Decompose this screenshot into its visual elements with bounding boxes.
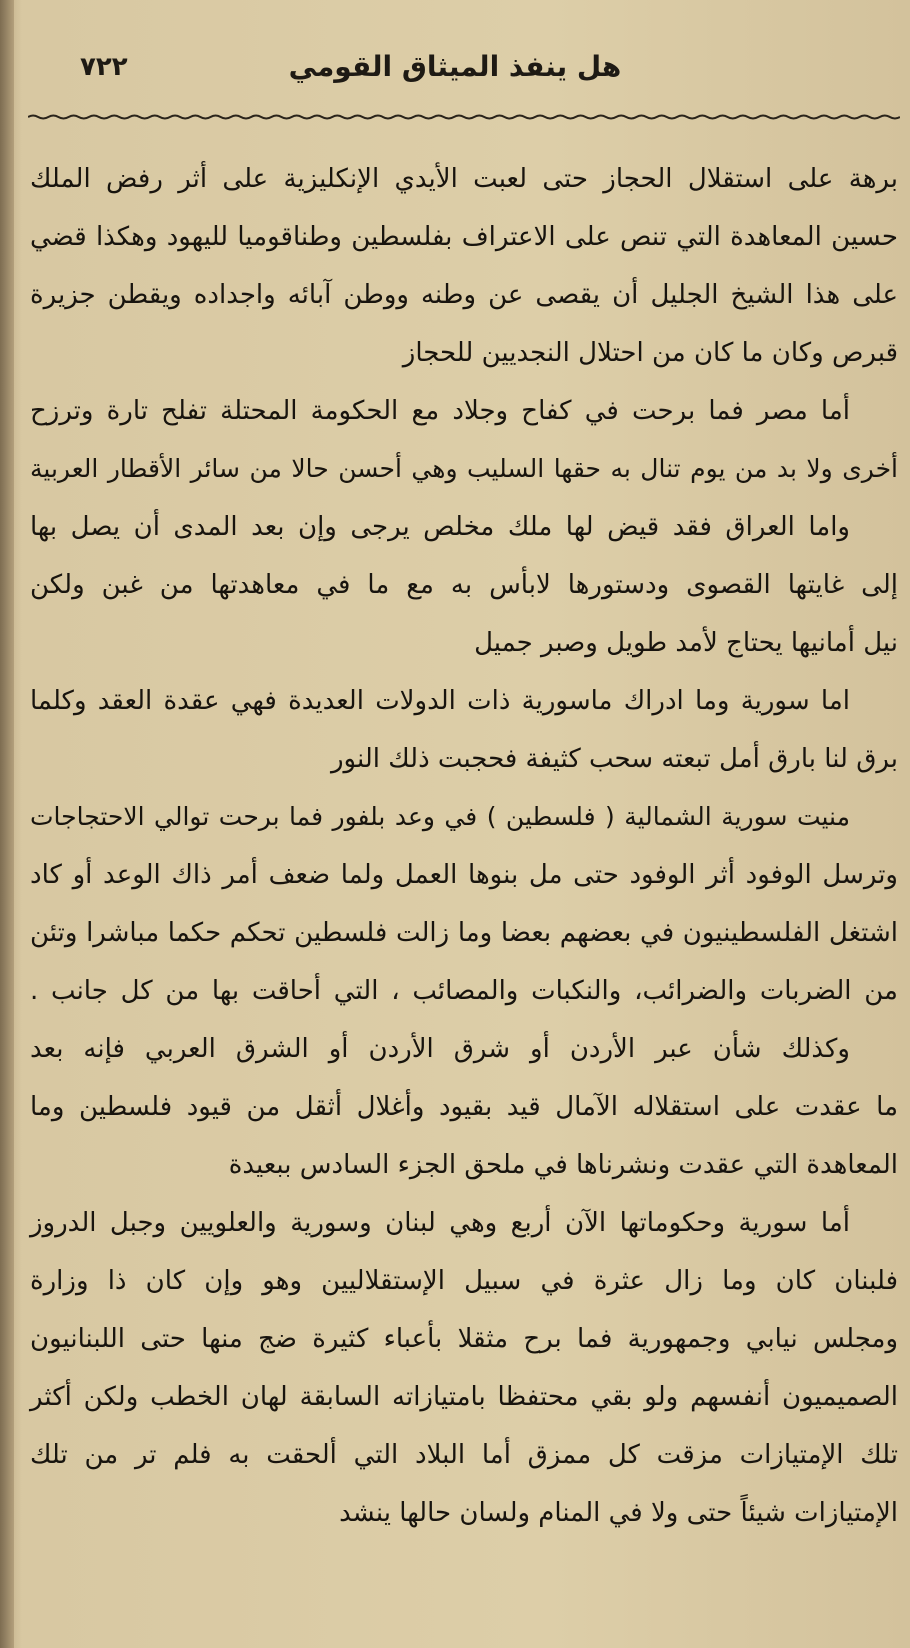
text-line: أما مصر فما برحت في كفاح وجلاد مع الحكومة المحتلة تفلح تارة وترزح — [30, 396, 850, 426]
text-line: وكذلك شأن عبر الأردن أو شرق الأردن أو الشرق العربي فإنه بعد — [30, 1034, 850, 1064]
text-line: منيت سورية الشمالية ( فلسطين ) في وعد بلفور فما برحت توالي الاحتجاجات — [30, 802, 850, 831]
text-line: أما سورية وحكوماتها الآن أربع وهي لبنان وسورية والعلويين وجبل الدروز — [30, 1208, 850, 1238]
text-line: وترسل الوفود أثر الوفود حتى مل بنوها العمل ولما ضعف أمر ذاك الوعد أو كاد — [30, 860, 898, 890]
text-line: الصميميون أنفسهم ولو بقي محتفظا بامتيازاته السابقة لهان الخطب ولكن أكثر — [30, 1382, 898, 1412]
text-line: نيل أمانيها يحتاج لأمد طويل وصبر جميل — [474, 628, 898, 658]
text-line: حسين المعاهدة التي تنص على الاعتراف بفلسطين وطناقوميا لليهود وهكذا قضي — [30, 222, 898, 252]
running-title: هل ينفذ الميثاق القومي — [288, 50, 622, 83]
text-line: الإمتيازات شيئاً حتى ولا في المنام ولسان حالها ينشد — [339, 1498, 898, 1528]
text-line: أخرى ولا بد من يوم تنال به حقها السليب وهي أحسن حالا من سائر الأقطار العربية — [30, 454, 898, 483]
text-line: إلى غايتها القصوى ودستورها لابأس به مع ما في معاهدتها من غبن ولكن — [30, 570, 898, 600]
text-line: ما عقدت على استقلاله الآمال قيد بقيود وأغلال أثقل من قيود فلسطين وما — [30, 1092, 898, 1122]
header-wavy-rule — [28, 114, 900, 120]
binding-gutter — [0, 0, 14, 1648]
text-line: برهة على استقلال الحجاز حتى لعبت الأيدي الإنكليزية على أثر رفض الملك — [30, 164, 898, 194]
page-number: ٧٢٢ — [80, 52, 128, 82]
page-header — [30, 50, 880, 100]
text-line: اما سورية وما ادراك ماسورية ذات الدولات العديدة فهي عقدة العقد وكلما — [30, 686, 850, 716]
text-line: تلك الإمتيازات مزقت كل ممزق أما البلاد التي ألحقت به فلم تر من تلك — [30, 1440, 898, 1470]
text-line: على هذا الشيخ الجليل أن يقصى عن وطنه ووطن آبائه واجداده ويقطن جزيرة — [30, 280, 898, 310]
text-line: قبرص وكان ما كان من احتلال النجديين للحجاز — [402, 338, 898, 368]
text-line: اشتغل الفلسطينيون في بعضهم بعضا وما زالت فلسطين تحكم حكما مباشرا وتئن — [30, 918, 898, 948]
text-line: من الضربات والضرائب، والنكبات والمصائب ، التي أحاقت بها من كل جانب . — [30, 976, 898, 1006]
text-line: ومجلس نيابي وجمهورية فما برح مثقلا بأعباء كثيرة ضج منها حتى اللبنانيون — [30, 1324, 898, 1354]
text-line: المعاهدة التي عقدت ونشرناها في ملحق الجزء السادس ببعيدة — [228, 1150, 898, 1180]
text-line: برق لنا بارق أمل تبعته سحب كثيفة فحجبت ذلك النور — [331, 744, 898, 774]
text-line: واما العراق فقد قيض لها ملك مخلص يرجى وإن بعد المدى أن يصل بها — [30, 512, 850, 542]
text-line: فلبنان كان وما زال عثرة في سبيل الإستقلاليين وهو وإن كان ذا وزارة — [30, 1266, 898, 1296]
wavy-rule-graphic — [28, 114, 900, 120]
article-body — [30, 150, 898, 1542]
